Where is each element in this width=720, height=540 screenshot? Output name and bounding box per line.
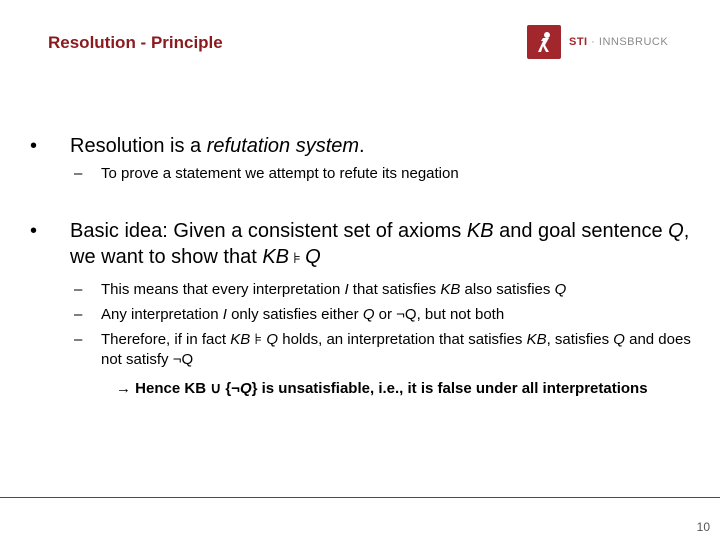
sub-1-t2: that satisfies	[348, 281, 441, 298]
sub-1-i1: I	[344, 281, 349, 298]
sub-2-i2: Q	[362, 306, 375, 323]
entails-symbol: ⊧	[289, 250, 306, 267]
sub-2-i1: I	[222, 306, 227, 323]
sub-3-i3: KB	[526, 331, 547, 348]
sub-1-t3: also satisfies	[460, 281, 555, 298]
sub-3-t4: , satisfies	[546, 331, 614, 348]
bullet-2-text-a: Basic idea: Given a consistent set of axioms	[70, 220, 467, 242]
sub-3-t2: ⊧	[250, 331, 267, 348]
logo-suffix: · INNSBRUCK	[587, 36, 669, 48]
sub-1-t1: This means that every interpretation	[101, 281, 345, 298]
bullet-2-q2: Q	[305, 246, 321, 268]
bullet-2-sub-2	[74, 305, 704, 325]
bullet-2-q: Q	[668, 220, 684, 242]
bullet-2-text-c: , we want to show that	[70, 220, 690, 268]
sub-bullet-marker: –	[74, 165, 83, 182]
logo-mark-icon	[527, 25, 561, 59]
sub-bullet-marker: –	[74, 331, 83, 348]
logo-brand: STI	[569, 36, 588, 48]
bullet-2-text-b: and goal sentence	[493, 220, 669, 242]
bullet-marker: •	[30, 135, 38, 157]
page-number: 10	[696, 520, 710, 534]
bullet-1-text-b: .	[359, 135, 365, 157]
sub-3-t1: Therefore, if in fact	[101, 331, 231, 348]
bullet-1	[30, 133, 710, 159]
sub-3-t5: and does not satisfy ¬Q	[101, 331, 691, 368]
slide-title: Resolution - Principle	[48, 33, 223, 52]
sub-1-i2: KB	[440, 281, 461, 298]
bullet-2-sub-1-text	[101, 280, 704, 300]
sub-bullet-marker: –	[74, 281, 83, 298]
arrow-icon: →	[116, 380, 131, 397]
sub-3-t3: holds, an interpretation that satisfies	[278, 331, 527, 348]
conclusion-t2: } is unsatisfiable, i.e., it is false under all interpretations	[251, 380, 648, 397]
sub-1-i3: Q	[554, 281, 567, 298]
sub-2-t2: only satisfies either	[226, 306, 363, 323]
sub-3-i1: KB	[230, 331, 251, 348]
sub-bullet-marker: –	[74, 306, 83, 323]
bullet-1-text-a: Resolution is a	[70, 135, 207, 157]
bullet-1-sub-1	[74, 164, 704, 184]
conclusion	[116, 379, 676, 399]
sub-2-t3: or ¬Q, but not both	[374, 306, 505, 323]
bullet-2	[30, 218, 710, 272]
bullet-1-sub-1-text: To prove a statement we attempt to refute its negation	[101, 165, 459, 182]
conclusion-q: Q	[239, 380, 252, 397]
bullet-2-sub-3-text	[101, 330, 704, 370]
bullet-marker: •	[30, 220, 38, 242]
bullet-1-text	[70, 133, 710, 159]
bullet-2-kb2: KB	[262, 246, 290, 268]
bullet-2-sub-1	[74, 280, 704, 300]
sub-3-i2: Q	[266, 331, 279, 348]
bullet-2-kb: KB	[466, 220, 494, 242]
bullet-2-text	[70, 218, 710, 272]
footer-divider	[0, 497, 720, 498]
conclusion-t1: Hence KB ∪ {¬	[131, 380, 240, 397]
sub-2-t1: Any interpretation	[101, 306, 223, 323]
bullet-1-emphasis: refutation system	[206, 135, 360, 157]
sti-innsbruck-logo	[527, 25, 668, 59]
bullet-2-sub-2-text	[101, 305, 704, 325]
bullet-2-sub-3	[74, 330, 704, 370]
sub-3-i4: Q	[613, 331, 625, 348]
logo-text	[569, 36, 668, 48]
